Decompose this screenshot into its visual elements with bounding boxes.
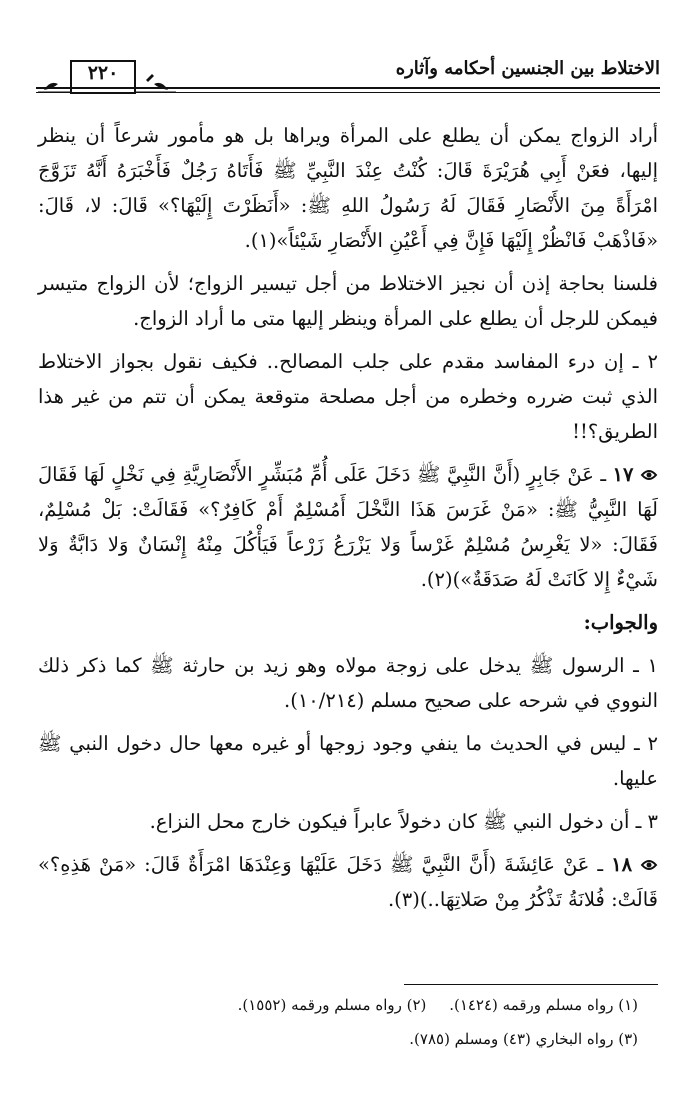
footnote-row	[38, 1022, 638, 1056]
header-rule-thin	[36, 92, 660, 93]
footnote-row	[38, 988, 638, 1022]
hadith-paragraph	[38, 847, 658, 917]
footnote-separator	[404, 984, 658, 985]
paragraph: ٣ ـ أن دخول النبي ﷺ كان دخولاً عابراً فيكون خارج محل النزاع.	[149, 810, 658, 833]
main-text	[38, 118, 658, 925]
hadith-text: ـ عَنْ جَابِرٍ (أَنَّ النَّبِيَّ ﷺ دَخَلَ عَلَى أُمِّ مُبَشِّرٍ الأَنْصَارِيَّةِ فِي نَخْلٍ لَهَا فَقَالَ لَهَا النَّبِيُّ ﷺ: «مَنْ غَرَسَ هَذَا النَّخْلَ أَمُسْلِمٌ أَمْ كَافِرٌ؟» فَقَالَتْ: بَلْ مُسْلِمٌ، فَقَالَ: «لا يَغْرِسُ مُسْلِمٌ غَرْساً وَلا يَزْرَعُ زَرْعاً فَيَأْكُلَ مِنْهُ إِنْسَانٌ وَلا دَابَّةٌ وَلا شَيْءٌ إِلا كَانَتْ لَهُ صَدَقَةٌ»)(٢).	[38, 463, 658, 591]
hadith-paragraph	[38, 457, 658, 597]
paragraph: ٢ ـ إن درء المفاسد مقدم على جلب المصالح.. فكيف نقول بجواز الاختلاط الذي ثبت ضرره وخطره من أجل مصلحة متوقعة يمكن أن تتم من غير هذا الطريق؟!!	[38, 350, 658, 443]
footnotes	[38, 988, 638, 1056]
header-rule	[36, 87, 660, 89]
paragraph: فلسنا بحاجة إذن أن نجيز الاختلاط من أجل تيسير الزواج؛ لأن الزواج متيسر فيمكن للرجل أن يطلع على المرأة وينظر إليها متى ما أراد الزواج.	[38, 272, 658, 330]
running-title: الاختلاط بين الجنسين أحكامه وآثاره	[395, 58, 660, 79]
hadith-number: ١٧	[612, 463, 634, 486]
page-header	[36, 50, 660, 100]
footnote: (٣) رواه البخاري (٤٣) ومسلم (٧٨٥).	[409, 1030, 638, 1048]
hadith-number: ١٨	[611, 853, 633, 876]
footnote: (١) رواه مسلم ورقمه (١٤٢٤).	[449, 996, 638, 1014]
hadith-marker-icon	[640, 466, 658, 484]
footnote: (٢) رواه مسلم ورقمه (١٥٥٢).	[237, 996, 427, 1014]
paragraph: ١ ـ الرسول ﷺ يدخل على زوجة مولاه وهو زيد بن حارثة ﷺ كما ذكر ذلك النووي في شرحه على صحيح مسلم (١٠/٢١٤).	[38, 654, 658, 712]
paragraph: ٢ ـ ليس في الحديث ما ينفي وجود زوجها أو غيره معها حال دخول النبي ﷺ عليها.	[38, 732, 658, 790]
section-heading: والجواب:	[583, 611, 658, 634]
hadith-text: ـ عَنْ عَائِشَةَ (أَنَّ النَّبِيَّ ﷺ دَخَلَ عَلَيْهَا وَعِنْدَهَا امْرَأَةٌ قَالَ: «مَنْ هَذِهِ؟» قَالَتْ: فُلانَةُ تَذْكُرُ مِنْ صَلاتِهَا..)(٣).	[38, 853, 658, 911]
paragraph: أراد الزواج يمكن أن يطلع على المرأة ويراها بل هو مأمور شرعاً أن ينظر إليها، فعَنْ أَبِي هُرَيْرَةَ قَالَ: كُنْتُ عِنْدَ النَّبِيِّ ﷺ فَأَتَاهُ رَجُلٌ فَأَخْبَرَهُ أَنَّهُ تَزَوَّجَ امْرَأَةً مِنَ الأَنْصَارِ فَقَالَ لَهُ رَسُولُ اللهِ ﷺ: «أَنَظَرْتَ إِلَيْهَا؟» قَالَ: لا، قَالَ: «فَاذْهَبْ فَانْظُرْ إِلَيْهَا فَإِنَّ فِي أَعْيُنِ الأَنْصَارِ شَيْئاً»(١).	[38, 124, 658, 252]
hadith-marker-icon	[640, 856, 658, 874]
page-number: ٢٢٠	[87, 62, 119, 84]
